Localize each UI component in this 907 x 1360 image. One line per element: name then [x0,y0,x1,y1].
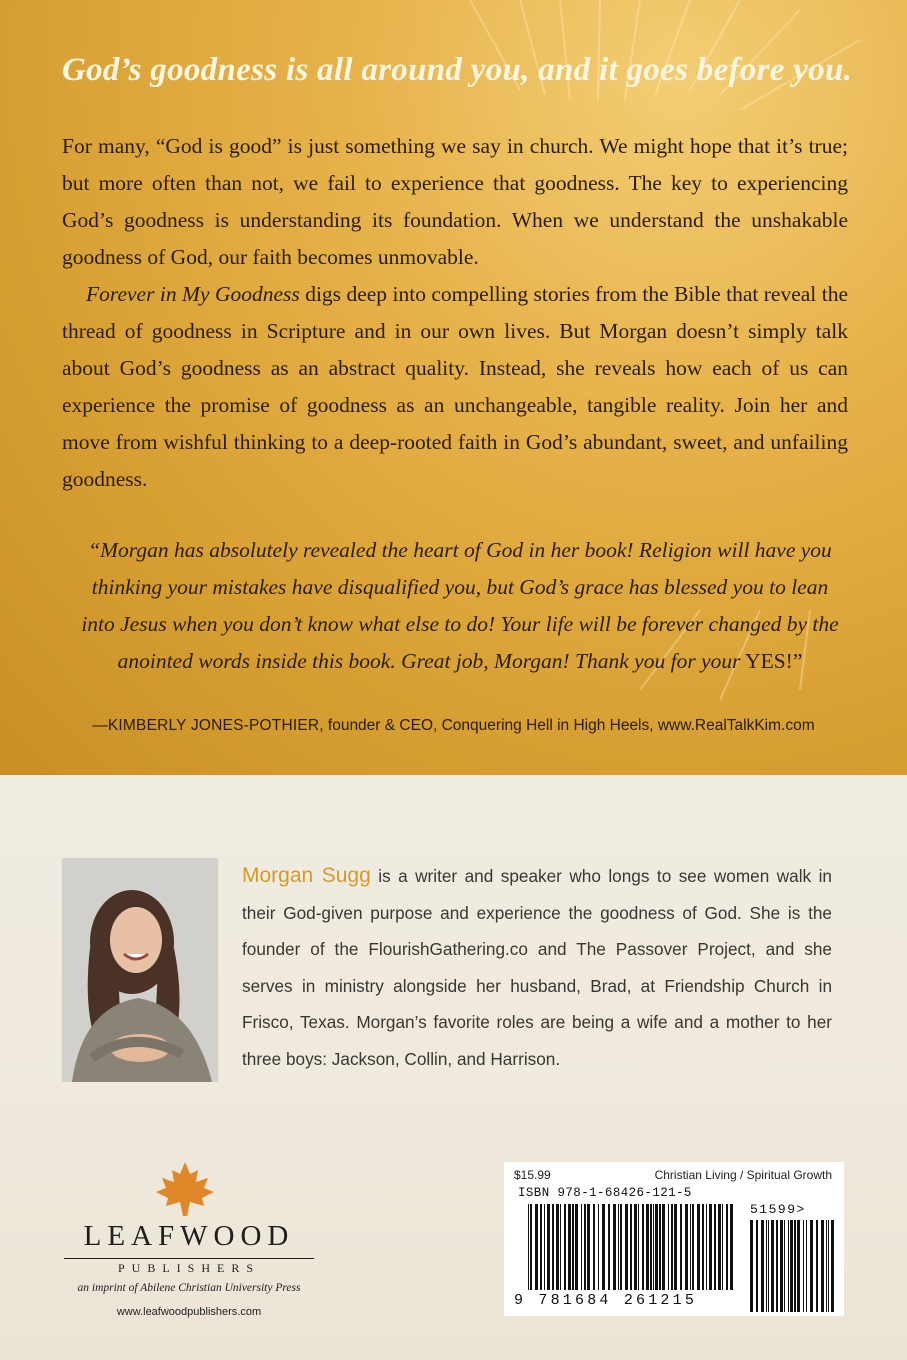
quote-end: YES!” [740,649,803,673]
barcode-bar [680,1204,682,1290]
barcode-bar [530,1204,532,1290]
barcode-bar [697,1204,700,1290]
barcode-bar [560,1204,561,1290]
barcode-addon-bar [761,1220,764,1312]
barcode-bar [535,1204,538,1290]
publisher-url[interactable]: www.leafwoodpublishers.com [116,1306,262,1318]
barcode-bar [655,1204,658,1290]
author-name: Morgan Sugg [242,864,371,887]
endorser-credentials: , founder & CEO, Conquering Hell in High Heels, www.RealTalkKim.com [319,717,815,734]
barcode-addon-bar [806,1220,807,1312]
endorser-name: KIMBERLY JONES-POTHIER [107,717,320,734]
barcode-bar [690,1204,691,1290]
author-bio [242,858,832,1077]
barcode-bar [671,1204,673,1290]
category-label: Christian Living / Spiritual Growth [654,1168,832,1182]
barcode-bar [528,1204,529,1290]
barcode-bar [674,1204,677,1290]
barcode-bar [718,1204,721,1290]
barcode-bar [575,1204,578,1290]
barcode-bar [584,1204,586,1290]
barcode-bar [568,1204,571,1290]
barcode-bar [726,1204,728,1290]
barcode-bar [662,1204,665,1290]
barcode-addon-bar [780,1220,783,1312]
barcode-bar [625,1204,628,1290]
barcode-panel [504,1162,844,1316]
author-bio-text: is a writer and speaker who longs to see women walk in their God-given purpose and experience the goodness of God. She is the founder of the FlourishGathering.co and The Passover Project, and she serves in ministry alongside her husband, Brad, at Friendship Church in Frisco, Texas. Morgan’s favorite roles are being a wife and a mother to her three boys: Jackson, Collin, and Harrison. [242,866,832,1069]
barcode-bar [668,1204,669,1290]
barcode-bar [714,1204,716,1290]
barcode-addon-bar [831,1220,834,1312]
barcode-addon-bar [776,1220,778,1312]
barcode-bar [544,1204,545,1290]
barcode-digits: 9 781684 261215 [514,1292,698,1309]
barcode-bar [722,1204,723,1290]
barcode-bar [598,1204,599,1290]
barcode-bar [659,1204,661,1290]
barcode-bar [702,1204,704,1290]
barcode-addon-bar [750,1220,753,1312]
barcode-addon-bar [790,1220,793,1312]
barcode-bar [730,1204,733,1290]
barcode-addon-bar [821,1220,824,1312]
description-paragraph-2-text: digs deep into compelling stories from the Bible that reveal the thread of goodness in Scripture and in our own lives. But Morgan doesn’t simply talk about God’s goodness as an abstract quality. Instead, she reveals how each of us can experience the promise of goodness as an unchangeable, tangible reality. Join her and move from wishful thinking to a deep-rooted faith in God’s abundant, sweet, and unfailing goodness. [62,282,848,491]
barcode-addon-bar [784,1220,785,1312]
barcode-addon-bar [756,1220,758,1312]
barcode-bar [602,1204,605,1290]
isbn-label: ISBN 978-1-68426-121-5 [518,1186,692,1200]
barcode-bar [692,1204,694,1290]
barcode-bar [552,1204,554,1290]
barcode-addon-bar [828,1220,829,1312]
author-portrait-image [62,858,218,1082]
quote-text: “Morgan has absolutely revealed the heart of God in her book! Religion will have you thinking your mistakes have disqualified you, but God’s grace has blessed you to lean into Jesus when you don’t know what else to do! Your life will be forever changed by the anointed words inside this book. Great job, Morgan! Thank you for your [81,538,839,673]
maple-leaf-icon [154,1160,216,1218]
endorsement-attribution [50,717,857,735]
barcode-addon-bar [788,1220,789,1312]
barcode-addon-bar [794,1220,796,1312]
barcode-addon-digits: 51599> [750,1202,806,1217]
barcode-bar [618,1204,619,1290]
barcode-addon-bar [771,1220,774,1312]
publisher-name: LEAFWOOD [83,1220,295,1252]
barcode-bar [547,1204,550,1290]
author-photo [62,858,218,1082]
barcode-bar [556,1204,559,1290]
barcode-bar [593,1204,595,1290]
barcode-bar [650,1204,652,1290]
barcode-addon-bar [766,1220,767,1312]
barcode-bar [646,1204,649,1290]
barcode-addon-bar [768,1220,769,1312]
description-paragraph-1: For many, “God is good” is just something we say in church. We might hope that it’s true; but more often than not, we fail to experience that goodness. The key to experiencing God’s goodness is understanding its foundation. When we understand the unshakable goodness of God, our faith becomes unmovable. [62,134,848,269]
barcode-bar [581,1204,582,1290]
publisher-imprint: an imprint of Abilene Christian University Press [77,1282,301,1294]
barcode-bar [564,1204,566,1290]
barcode-bar [685,1204,688,1290]
barcode-bar [653,1204,654,1290]
barcode-bar [642,1204,644,1290]
barcode-bar [620,1204,622,1290]
barcode-bar [608,1204,610,1290]
description-paragraph-2 [62,276,848,498]
barcode-bar [634,1204,637,1290]
barcode-bar [587,1204,590,1290]
price-label: $15.99 [514,1168,551,1182]
book-description [62,128,848,498]
barcode-bar [613,1204,616,1290]
barcode-bar [709,1204,712,1290]
barcode-addon-bar [826,1220,827,1312]
tagline: God’s goodness is all around you, and it goes before you. [62,52,853,88]
barcode-bar [638,1204,639,1290]
book-title: Forever in My Goodness [86,282,300,306]
endorsement-quote [80,532,840,680]
barcode-bar [630,1204,632,1290]
barcode-bar [572,1204,574,1290]
barcode-addon-bar [816,1220,818,1312]
publisher-subname: PUBLISHERS [117,1261,261,1275]
barcode-addon-bar [797,1220,800,1312]
barcode-addon-bar [803,1220,804,1312]
attribution-dash: — [92,717,108,734]
publisher-divider [64,1258,314,1259]
barcode-addon-bar [810,1220,813,1312]
barcode-bar [540,1204,542,1290]
barcode-bar [706,1204,707,1290]
